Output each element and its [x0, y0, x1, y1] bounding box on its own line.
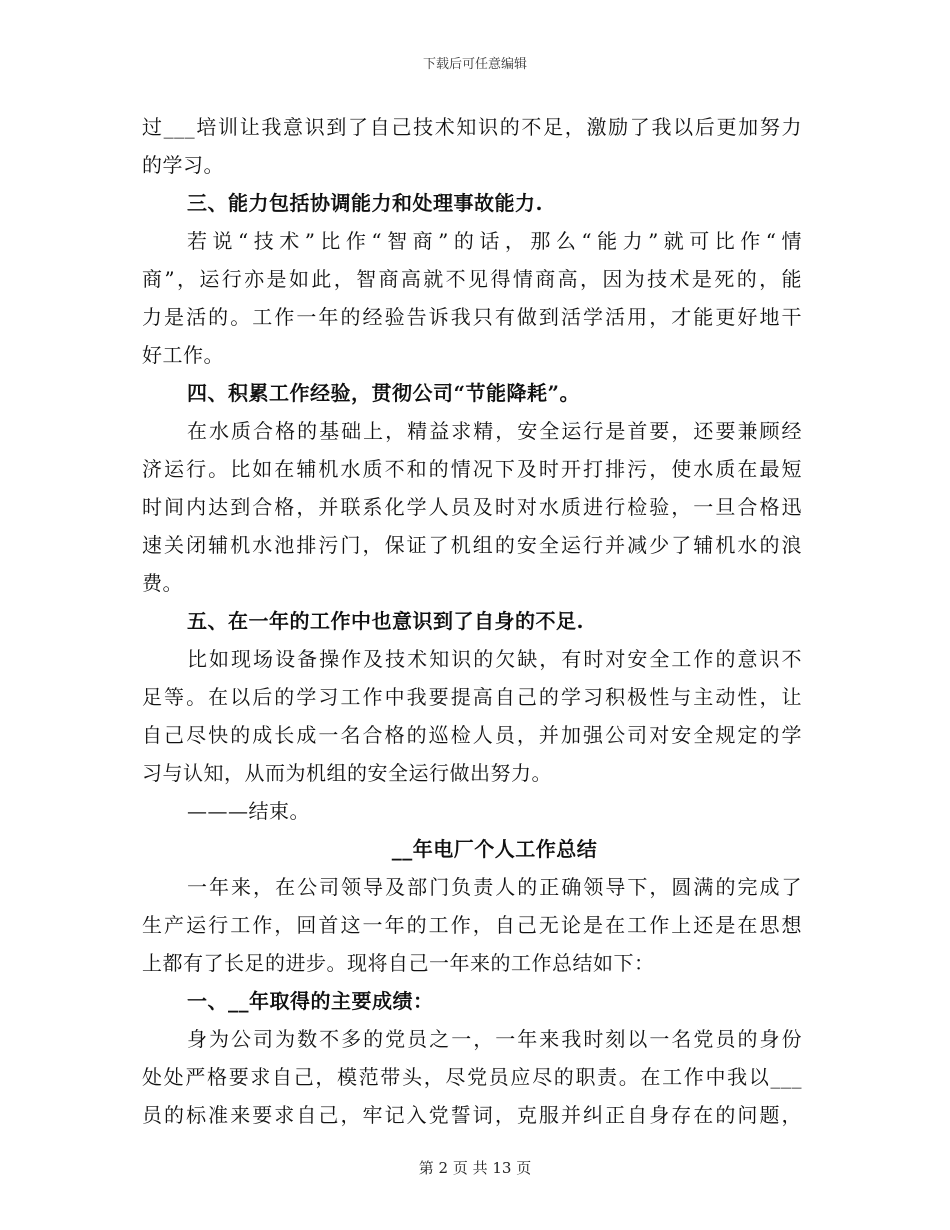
- text-line: 若说“技术”比作“智商”的话，那么“能力”就可比作“情: [187, 229, 802, 253]
- text-line: 比如现场设备操作及技术知识的欠缺，有时对安全工作的意识不: [187, 647, 802, 671]
- text-line: 费。: [142, 571, 183, 595]
- text-line: 生产运行工作，回首这一年的工作，自己无论是在工作上还是在思想: [142, 913, 802, 937]
- text-line: 济运行。比如在辅机水质不和的情况下及时开打排污，使水质在最短: [142, 457, 802, 481]
- text-line: 上都有了长足的进步。现将自己一年来的工作总结如下：: [142, 951, 655, 975]
- text-line: 处处严格要求自己，模范带头，尽党员应尽的职责。在工作中我以___: [142, 1065, 802, 1089]
- text-line: 一年来，在公司领导及部门负责人的正确领导下，圆满的完成了: [187, 875, 802, 899]
- text-line: ———结束。: [187, 799, 310, 823]
- section-heading: 三、能力包括协调能力和处理事故能力.: [187, 191, 543, 215]
- text-line: 时间内达到合格，并联系化学人员及时对水质进行检验，一旦合格迅: [142, 495, 802, 519]
- section-heading: 一、__年取得的主要成绩：: [187, 989, 434, 1013]
- text-line: 员的标准来要求自己，牢记入党誓词，克服并纠正自身存在的问题，: [142, 1103, 802, 1127]
- text-line: 足等。在以后的学习工作中我要提高自己的学习积极性与主动性，让: [142, 685, 802, 709]
- text-line: 过___培训让我意识到了自己技术知识的不足，激励了我以后更加努力: [142, 115, 802, 139]
- page-footer: 第 2 页 共 13 页: [418, 1159, 532, 1177]
- text-line: 在水质合格的基础上，精益求精，安全运行是首要，还要兼顾经: [187, 419, 802, 443]
- section-heading: 四、积累工作经验，贯彻公司“节能降耗”。: [187, 381, 581, 405]
- text-line: 力是活的。工作一年的经验告诉我只有做到活学活用，才能更好地干: [142, 305, 802, 329]
- text-line: 身为公司为数不多的党员之一，一年来我时刻以一名党员的身份: [187, 1027, 802, 1051]
- document-body: [142, 108, 802, 1134]
- text-line: 速关闭辅机水池排污门，保证了机组的安全运行并减少了辅机水的浪: [142, 533, 802, 557]
- text-line: 商”，运行亦是如此，智商高就不见得情商高，因为技术是死的，能: [142, 267, 802, 291]
- text-line: 的学习。: [142, 153, 224, 177]
- section-heading: 五、在一年的工作中也意识到了自身的不足.: [187, 609, 584, 633]
- document-title: __年电厂个人工作总结: [391, 837, 598, 861]
- page-header: 下载后可任意编辑: [422, 57, 527, 72]
- text-line: 好工作。: [142, 343, 224, 367]
- text-line: 习与认知，从而为机组的安全运行做出努力。: [142, 761, 552, 785]
- text-line: 自己尽快的成长成一名合格的巡检人员，并加强公司对安全规定的学: [142, 723, 802, 747]
